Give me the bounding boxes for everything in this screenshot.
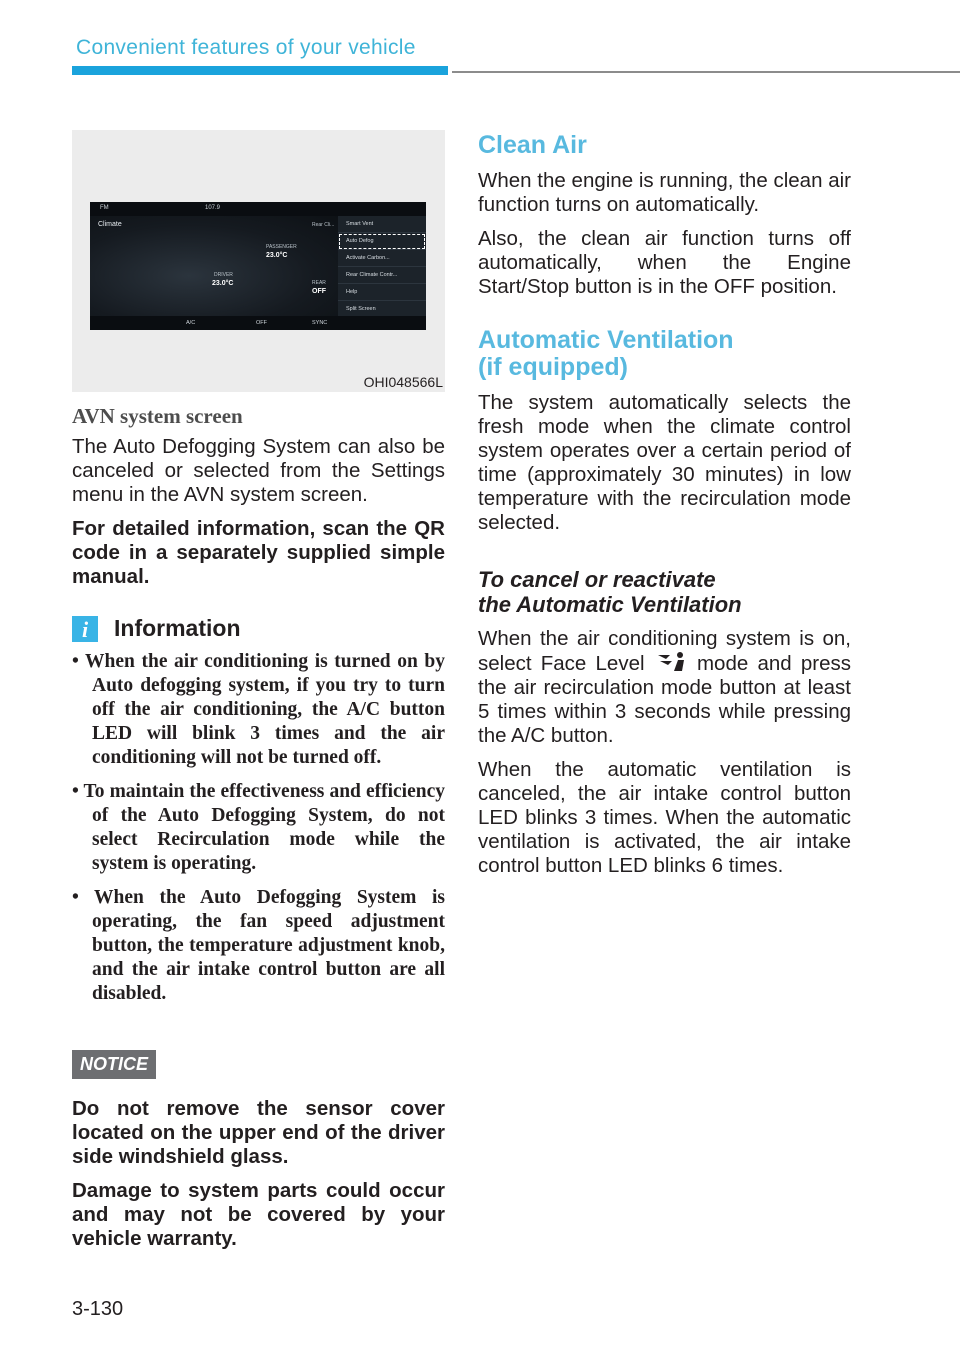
clean-air-heading: Clean Air (478, 131, 587, 159)
left-column (72, 130, 445, 1261)
auto-vent-heading (478, 327, 851, 381)
cancel-heading (478, 567, 851, 617)
menu-item-help: Help (338, 284, 426, 301)
screen-source: FM (100, 205, 109, 211)
avn-screen-image (90, 202, 426, 330)
menu-item-rear-climate: Rear Climate Contr... (338, 267, 426, 284)
page-number: 3-130 (72, 1298, 124, 1320)
menu-item-activate-carbon: Activate Carbon... (338, 250, 426, 267)
cancel-heading-line1: To cancel or reactivate (478, 567, 716, 592)
right-column (478, 130, 851, 888)
screen-tab: Rear Cli... (312, 222, 335, 228)
header-rule (452, 71, 960, 73)
screen-bottom-bar (90, 316, 426, 330)
auto-vent-paragraph: The system automatically selects the fresh mode when the climate control system operates over a certain period of time (approximately 30 minutes) in low temperature with the recirculation mode selected. (478, 391, 851, 534)
list-item: • To maintain the effectiveness and efficiency of the Auto Defogging System, do not select Recirculation mode while the system is operating. (72, 781, 445, 874)
list-item: • When the air conditioning is turned on by Auto defogging system, if you try to turn off the air conditioning, the A/C button LED will blink 3 times and the air conditioning will not be turned off. (72, 651, 445, 768)
menu-item-split-screen: Split Screen (338, 301, 426, 318)
notice-paragraph-2: Damage to system parts could occur and may not be covered by your vehicle warranty. (72, 1179, 445, 1250)
cancel-heading-line2: the Automatic Ventilation (478, 592, 742, 617)
qr-paragraph: For detailed information, scan the QR code in a separately supplied simple manual. (72, 517, 445, 588)
header-accent-bar (72, 66, 448, 75)
avn-paragraph: The Auto Defogging System can also be canceled or selected from the Settings menu in the AVN system screen. (72, 435, 445, 506)
rear-value: OFF (312, 288, 326, 295)
screen-frequency: 107.9 (205, 205, 221, 211)
avn-subheading: AVN system screen (72, 404, 243, 428)
bottom-ac: A/C (186, 320, 196, 326)
auto-vent-heading-line2: (if equipped) (478, 353, 628, 381)
menu-item-smart-vent: Smart Vent (338, 216, 426, 233)
auto-vent-heading-line1: Automatic Ventilation (478, 326, 734, 354)
screen-car-art (90, 216, 338, 316)
info-icon: i (72, 616, 98, 642)
cancel-text-b: mode and press the air recirculation mode button at least 5 times within 3 seconds while pressing the A/C button. (478, 652, 852, 747)
screen-title: Climate (98, 221, 122, 228)
cancel-paragraph-2: When the automatic ventilation is canceled, the air intake control button LED blinks 3 times. When the automatic ventilation is activated, the air intake control button LED blinks 6 times. (478, 758, 851, 877)
figure-code: OHI048566L (363, 374, 443, 390)
driver-label: DRIVER (214, 272, 233, 278)
avn-figure (72, 130, 445, 392)
clean-air-paragraph-2: Also, the clean air function turns off automatically, when the Engine Start/Stop button is in the OFF position. (478, 227, 851, 298)
screen-status-bar (90, 202, 426, 216)
clean-air-paragraph-1: When the engine is running, the clean air function turns on automatically. (478, 169, 851, 216)
cancel-text-a: When the air conditioning system is on, select Face Level (478, 627, 851, 675)
rear-label: REAR (312, 280, 326, 286)
cancel-paragraph-1 (478, 627, 851, 748)
face-level-icon (654, 651, 688, 673)
information-title: Information (114, 615, 241, 641)
driver-temp: 23.0°C (212, 280, 234, 287)
screen-settings-menu (338, 216, 426, 316)
menu-item-auto-defog: Auto Defog (338, 233, 426, 250)
bottom-off: OFF (256, 320, 267, 326)
information-list (72, 650, 445, 1006)
passenger-label: PASSENGER (266, 244, 297, 250)
section-title: Convenient features of your vehicle (76, 36, 416, 59)
list-item: • When the Auto Defogging System is operating, the fan speed adjustment button, the temperature adjustment knob, and the air intake control button are all disabled. (72, 887, 445, 1004)
notice-paragraph-1: Do not remove the sensor cover located on the upper end of the driver side windshield glass. (72, 1097, 445, 1168)
notice-badge: NOTICE (72, 1050, 156, 1079)
bottom-sync: SYNC (312, 320, 328, 326)
passenger-temp: 23.0°C (266, 252, 288, 259)
information-header (72, 615, 445, 642)
